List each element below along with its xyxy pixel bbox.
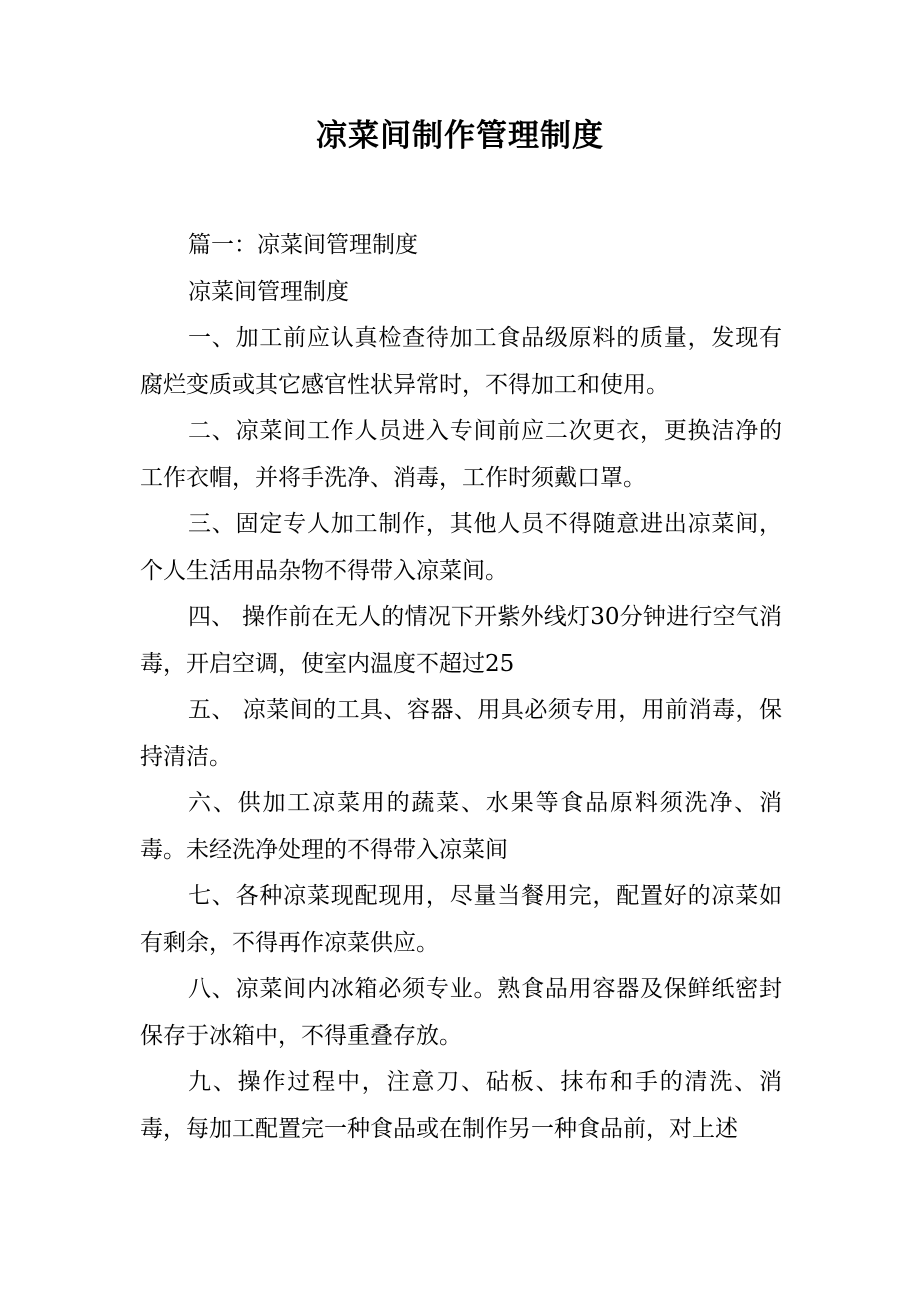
paragraph-rule-2: 二、凉菜间工作人员进入专间前应二次更衣，更换洁净的工作衣帽，并将手洗净、消毒，工作时须戴口罩。	[140, 418, 782, 491]
paragraph-rule-8: 八、凉菜间内冰箱必须专业。熟食品用容器及保鲜纸密封保存于冰箱中，不得重叠存放。	[140, 976, 782, 1049]
document-body	[140, 222, 782, 1152]
document-title: 凉菜间制作管理制度	[316, 118, 604, 154]
paragraph-rule-3: 三、固定专人加工制作，其他人员不得随意进出凉菜间，个人生活用品杂物不得带入凉菜间。	[140, 511, 782, 584]
paragraph-rule-1: 一、加工前应认真检查待加工食品级原料的质量，发现有腐烂变质或其它感官性状异常时，不得加工和使用。	[140, 325, 782, 398]
paragraph-rule-7: 七、各种凉菜现配现用，尽量当餐用完，配置好的凉菜如有剩余，不得再作凉菜供应。	[140, 883, 782, 956]
paragraph-rule-6: 六、供加工凉菜用的蔬菜、水果等食品原料须洗净、消毒。未经洗净处理的不得带入凉菜间	[140, 790, 782, 863]
paragraph-section-heading: 篇一：凉菜间管理制度	[188, 232, 418, 258]
paragraph-rule-9: 九、操作过程中，注意刀、砧板、抹布和手的清洗、消毒，每加工配置完一种食品或在制作另一种食品前，对上述	[140, 1069, 782, 1142]
paragraph-subtitle: 凉菜间管理制度	[188, 278, 349, 305]
paragraph-rule-4: 四、 操作前在无人的情况下开紫外线灯30分钟进行空气消毒，开启空调，使室内温度不超过25	[140, 604, 782, 677]
paragraph-rule-5: 五、 凉菜间的工具、容器、用具必须专用，用前消毒，保持清洁。	[140, 697, 782, 770]
